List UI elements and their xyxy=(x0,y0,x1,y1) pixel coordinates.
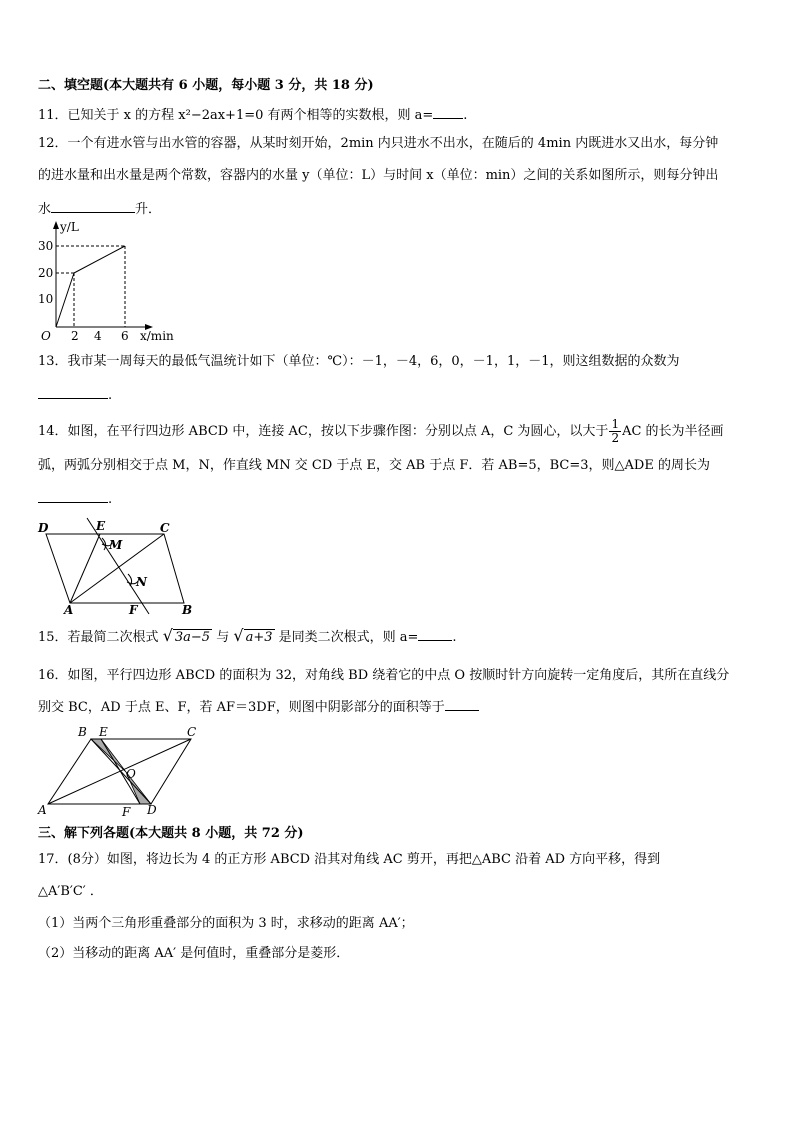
q16-line-2 xyxy=(38,696,479,718)
graph-y-label: y/L xyxy=(60,220,79,234)
q17-line-1: 17．(8分）如图，将边长为 4 的正方形 ABCD 沿其对角线 AC 剪开，再把△ABC 沿着 AD 方向平移，得到 xyxy=(38,852,661,867)
q14-line1-post: AC 的长为半径画 xyxy=(622,424,724,439)
segment-ae xyxy=(70,534,100,603)
q12-line-1: 12．一个有进水管与出水管的容器，从某时刻开始，2min 内只进水不出水，在随后的 4min 内既进水又出水，每分钟 xyxy=(38,136,719,151)
q17-part-1: （1）当两个三角形重叠部分的面积为 3 时，求移动的距离 AA′； xyxy=(38,916,414,931)
graph-ytick-10: 10 xyxy=(38,292,54,306)
graph-ytick-20: 20 xyxy=(38,266,54,280)
q14-frac-den: 2 xyxy=(611,431,620,445)
q15-radical-2: √ a+3 xyxy=(233,626,273,645)
q15-radicand-1: 3a−5 xyxy=(174,630,211,645)
q14-end: . xyxy=(108,492,113,507)
label-n: N xyxy=(136,575,147,589)
q12-line-2: 的进水量和出水量是两个常数，容器内的水量 y（单位：L）与时间 x（单位：min）之间的关系如图所示，则每分钟出 xyxy=(38,168,719,183)
graph-origin: O xyxy=(41,329,51,343)
q15-post: 是同类二次根式，则 a= xyxy=(278,630,419,645)
y-arrow-icon xyxy=(53,221,59,229)
label-d: D xyxy=(147,803,157,817)
section-2-title: 二、填空题(本大题共有 6 小题，每小题 3 分，共 18 分) xyxy=(38,78,374,93)
q14-figure xyxy=(32,516,202,618)
label-a: A xyxy=(38,803,47,817)
q14-line-1 xyxy=(38,418,724,445)
section-3-title: 三、解下列各题(本大题共 8 小题，共 72 分) xyxy=(38,826,304,841)
q13-end: . xyxy=(108,388,113,403)
graph-xtick-4: 4 xyxy=(94,329,102,343)
q13-line-1: 13．我市某一周每天的最低气温统计如下（单位：℃）：－1，－4，6，0，－1，1，－1，则这组数据的众数为 xyxy=(38,354,680,369)
q12-graph xyxy=(30,218,190,344)
graph-xtick-2: 2 xyxy=(71,329,79,343)
q16-line2-text: 别交 BC，AD 于点 E、F，若 AF＝3DF，则图中阴影部分的面积等于 xyxy=(38,700,445,715)
segment-fill-drain xyxy=(74,246,125,273)
label-a: A xyxy=(64,603,74,617)
label-b: B xyxy=(78,725,87,739)
q15-answer-blank xyxy=(418,626,452,641)
label-e: E xyxy=(96,519,106,533)
q16-figure xyxy=(34,722,204,820)
label-c: C xyxy=(187,725,197,739)
label-o: O xyxy=(126,767,136,781)
q11-answer-blank xyxy=(433,104,463,119)
question-11 xyxy=(38,104,467,126)
label-m: M xyxy=(109,538,123,552)
q12-line3-post: 升． xyxy=(135,202,162,217)
q12-line-3 xyxy=(38,198,161,220)
q17-line-2: △A′B′C′ ． xyxy=(38,884,103,899)
shaded-region-top xyxy=(91,739,126,772)
graph-x-label: x/min xyxy=(140,329,174,343)
graph-xtick-6: 6 xyxy=(121,329,129,343)
q14-frac-num: 1 xyxy=(611,417,620,431)
q14-line-3 xyxy=(38,488,112,510)
label-f: F xyxy=(122,805,131,819)
q13-answer-blank xyxy=(38,384,108,399)
q16-line-1: 16．如图，平行四边形 ABCD 的面积为 32，对角线 BD 绕着它的中点 O 按顺时针方向旋转一定角度后，其所在直线分 xyxy=(38,668,730,683)
q17-part-2: （2）当移动的距离 AA′ 是何值时，重叠部分是菱形． xyxy=(38,946,350,961)
q15-radical-1: √ 3a−5 xyxy=(162,626,211,645)
segment-fill-only xyxy=(56,273,74,327)
label-c: C xyxy=(160,521,170,535)
q15-mid: 与 xyxy=(216,630,230,645)
q12-answer-blank xyxy=(51,198,135,213)
label-f: F xyxy=(129,603,138,617)
label-b: B xyxy=(182,603,193,617)
q14-line1-pre: 14．如图，在平行四边形 ABCD 中，连接 AC，按以下步骤作图：分别以点 A，C 为圆心，以大于 xyxy=(38,424,609,439)
q16-answer-blank xyxy=(445,696,479,711)
q15-pre: 15．若最简二次根式 xyxy=(38,630,159,645)
q14-fraction xyxy=(609,418,621,445)
q14-answer-blank xyxy=(38,488,108,503)
q15-end: . xyxy=(452,630,457,645)
graph-ytick-30: 30 xyxy=(38,239,54,253)
question-15 xyxy=(38,626,457,648)
label-e: E xyxy=(99,725,108,739)
q11-text: 11．已知关于 x 的方程 x²−2ax+1=0 有两个相等的实数根，则 a= xyxy=(38,108,434,123)
q13-line-2 xyxy=(38,384,112,406)
q11-end: . xyxy=(463,108,468,123)
q14-line-2: 弧，两弧分别相交于点 M，N，作直线 MN 交 CD 于点 E，交 AB 于点 F．若 AB=5，BC=3，则△ADE 的周长为 xyxy=(38,458,710,473)
q15-radicand-2: a+3 xyxy=(245,630,273,645)
label-d: D xyxy=(38,521,49,535)
q12-line3-pre: 水 xyxy=(38,202,52,217)
